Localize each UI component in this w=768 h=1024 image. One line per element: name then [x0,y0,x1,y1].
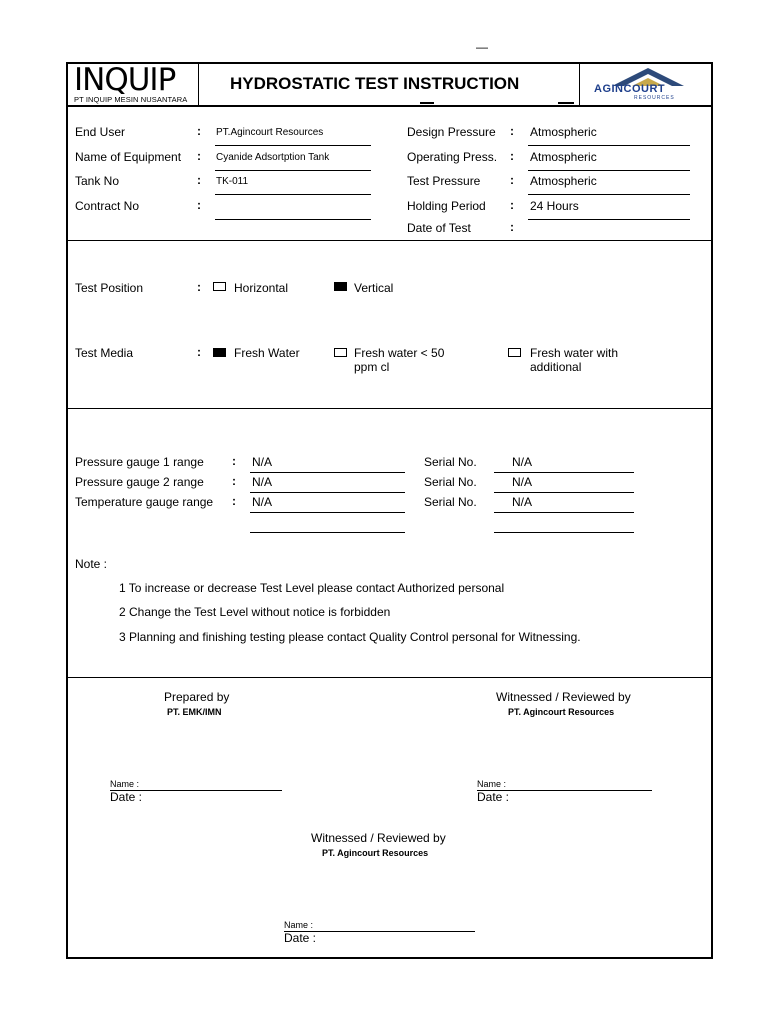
field-value[interactable]: TK-011 [216,176,249,187]
field-underline [528,145,690,146]
field-underline [528,194,690,195]
field-label: Name of Equipment [75,150,182,164]
top-mark: — [476,40,488,54]
field-value[interactable]: Atmospheric [530,174,597,188]
serial-value[interactable]: N/A [512,495,533,509]
note-title: Note : [75,557,108,571]
agincourt-logo-text: AGINCOURT [594,83,666,95]
witness1-date-label: Date : [477,790,510,804]
colon: : [510,124,514,138]
option-fresh-water-50ppm [354,346,444,374]
serial-value[interactable]: N/A [512,475,533,489]
test-media-label: Test Media [75,346,134,360]
field-underline [528,219,690,220]
gauge-underline [250,492,405,493]
field-label: Operating Press. [407,150,498,164]
checkbox-fresh-water-50ppm[interactable] [334,348,347,357]
gauge-label: Temperature gauge range [75,495,214,509]
agincourt-logo [588,66,700,102]
gauge-underline [250,472,405,473]
gauge-label: Pressure gauge 2 range [75,475,204,489]
option-vertical: Vertical [354,281,394,295]
inquip-logo [74,64,192,104]
inquip-logo-text: INQUIP [74,62,176,98]
header-divider-left [198,62,199,106]
field-underline [215,219,371,220]
prepared-title: Prepared by [164,690,230,704]
option-line: Fresh water with [530,346,619,360]
title-mark-1 [420,102,434,104]
option-line: ppm cl [354,360,390,374]
field-value[interactable]: Atmospheric [530,150,597,164]
prepared-name-label: Name : [110,779,140,789]
witness2-date-label: Date : [284,931,317,945]
gauge-underline [250,512,405,513]
colon: : [197,149,201,163]
serial-underline [494,512,634,513]
field-label: Date of Test [407,221,471,235]
option-line: Fresh water < 50 [354,346,445,360]
gauge-extra-line [494,532,634,533]
field-label: Tank No [75,174,120,188]
field-underline [215,194,371,195]
checkbox-horizontal[interactable] [213,282,226,291]
field-value[interactable]: Atmospheric [530,125,597,139]
colon: : [510,173,514,187]
note-item: 3 Planning and finishing testing please contact Quality Control personal for Witnessing. [119,630,581,644]
colon: : [197,173,201,187]
colon: : [197,280,201,294]
field-value[interactable]: Cyanide Adsortption Tank [216,152,330,163]
gauge-label: Pressure gauge 1 range [75,455,204,469]
section-rule-1 [66,240,713,241]
witness2-company: PT. Agincourt Resources [322,848,429,858]
checkbox-vertical[interactable] [334,282,347,291]
witness1-company: PT. Agincourt Resources [508,707,615,717]
serial-label: Serial No. [424,495,477,509]
gauge-range-value[interactable]: N/A [252,455,273,469]
option-horizontal: Horizontal [234,281,289,295]
form-frame [66,62,713,959]
page-title: HYDROSTATIC TEST INSTRUCTION [230,74,520,93]
prepared-company: PT. EMK/IMN [167,707,222,717]
field-label: Holding Period [407,199,486,213]
field-underline [215,170,371,171]
prepared-date-label: Date : [110,790,143,804]
colon: : [197,124,201,138]
option-line: additional [530,360,582,374]
colon: : [232,454,236,468]
option-fresh-water: Fresh Water [234,346,300,360]
field-label: Test Pressure [407,174,481,188]
colon: : [510,149,514,163]
section-rule-2 [66,408,713,409]
agincourt-logo-subtitle: RESOURCES [634,95,675,101]
field-label: End User [75,125,126,139]
checkbox-fresh-water[interactable] [213,348,226,357]
field-label: Contract No [75,199,140,213]
serial-underline [494,472,634,473]
serial-label: Serial No. [424,475,477,489]
serial-underline [494,492,634,493]
colon: : [232,474,236,488]
witness2-name-label: Name : [284,920,314,930]
field-label: Design Pressure [407,125,496,139]
gauge-range-value[interactable]: N/A [252,495,273,509]
serial-value[interactable]: N/A [512,455,533,469]
option-fresh-water-additional [530,346,618,374]
field-underline [215,145,371,146]
test-position-label: Test Position [75,281,144,295]
colon: : [232,494,236,508]
note-item: 1 To increase or decrease Test Level please contact Authorized personal [119,581,505,595]
checkbox-fresh-water-additional[interactable] [508,348,521,357]
field-underline [528,170,690,171]
section-rule-3 [66,677,713,678]
title-mark-2 [558,102,574,104]
serial-label: Serial No. [424,455,477,469]
inquip-logo-subtitle: PT INQUIP MESIN NUSANTARA [74,95,188,104]
gauge-range-value[interactable]: N/A [252,475,273,489]
note-item: 2 Change the Test Level without notice is forbidden [119,605,391,619]
field-value[interactable]: PT.Agincourt Resources [216,127,324,138]
colon: : [197,345,201,359]
gauge-extra-line [250,532,405,533]
witness2-title: Witnessed / Reviewed by [311,831,446,845]
colon: : [510,198,514,212]
witness1-title: Witnessed / Reviewed by [496,690,631,704]
colon: : [197,198,201,212]
colon: : [510,220,514,234]
witness1-name-label: Name : [477,779,507,789]
field-value[interactable]: 24 Hours [530,199,579,213]
header-bottom-rule [66,105,713,107]
header-divider-right [579,62,580,106]
